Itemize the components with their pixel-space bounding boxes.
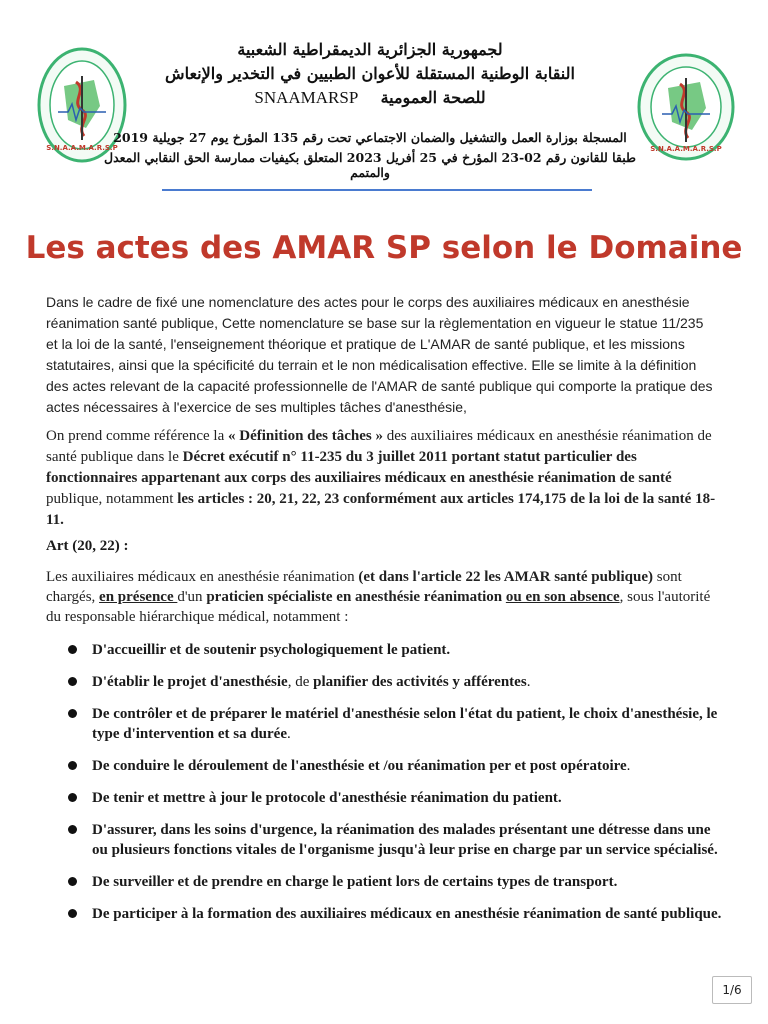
task-text: D'accueillir et de soutenir psychologiquement le patient. [92, 642, 451, 658]
task-text: De participer à la formation des auxiliaires médicaux en anesthésie réanimation de santé publique. [92, 906, 722, 922]
aux-bold-article22: (et dans l'article 22 les AMAR santé publique) [358, 569, 653, 585]
aux-text-3: d'un [177, 589, 207, 605]
page-number: 1/6 [712, 976, 752, 1004]
task-item [68, 672, 728, 692]
bullet-icon [68, 677, 77, 686]
task-text: De conduire le déroulement de l'anesthésie et /ou réanimation per et post opératoire [92, 758, 627, 774]
header-union-name: النقابة الوطنية المستقلة للأعوان الطبيين في التخدير والإنعاش [165, 64, 575, 83]
bullet-icon [68, 761, 77, 770]
task-period: . [626, 758, 631, 774]
bullet-icon [68, 909, 77, 918]
aux-bold-practitioner: praticien spécialiste en anesthésie réanimation [206, 589, 503, 605]
aux-text-2: sont chargés, [46, 569, 682, 605]
header-republic: لجمهورية الجزائرية الديمقراطية الشعبية [237, 40, 503, 59]
snaamarsp-logo-left [36, 46, 128, 164]
task-item [68, 788, 728, 808]
bullet-icon [68, 645, 77, 654]
task-text: D'assurer, dans les soins d'urgence, la réanimation des malades présentant une détresse dans une ou plusieurs fonctions vitales de l'organisme jusqu'à leur prise en charge par un service spécialisé. [92, 822, 718, 858]
header-law-reference: طبقا للقانون رقم 02-23 المؤرخ في 25 أفريل 2023 المتعلق بكيفيات ممارسة الحق النقابي المعدل والمتمم [104, 150, 636, 180]
ref-bold-decree: Décret exécutif n° 11-235 du 3 juillet 2011 portant statut particulier des fonctionnaires appartenant aux corps des auxiliaires médicaux en anesthésie réanimation de santé [46, 449, 672, 486]
bullet-icon [68, 709, 77, 718]
task-item [68, 904, 728, 924]
header-acronym: SNAAMARSP [254, 88, 359, 107]
task-item [68, 640, 728, 660]
header-public-health: للصحة العمومية [380, 88, 486, 107]
task-text: D'établir le projet d'anesthésie [92, 674, 288, 690]
task-item [68, 756, 728, 776]
aux-text-5: , sous l'autorité du responsable hiérarchique médical, notamment : [46, 589, 711, 625]
intro-paragraph: Dans le cadre de fixé une nomenclature des actes pour le corps des auxiliaires médicaux en anesthésie réanimation santé publique, Cette nomenclature se base sur la règlementation en vigueur le statue 11/235 et la loi de la santé, l'enseignement théorique et pratique de L'AMAR de santé publique, et les missions statutaires, ainsi que la spécificité du terrain et le non médicalisation effective. Elle se limite à la définition des actes relevant de la capacité professionnelle de l'AMAR de santé publique qui comporte la pratique des actes nécessaires à l'exercice de ses multiples tâches d'anesthésie, [46, 294, 713, 415]
bullet-icon [68, 877, 77, 886]
tasks-list [68, 640, 728, 924]
task-text: planifier des activités y afférentes [313, 674, 527, 690]
svg-text:S.N.A.A.M.A.R.S.P: S.N.A.A.M.A.R.S.P [650, 145, 722, 153]
aux-text-1: Les auxiliaires médicaux en anesthésie réanimation [46, 569, 359, 585]
aux-underline-absence: ou en son absence [505, 589, 620, 605]
ref-text-3: publique, notamment [46, 491, 178, 507]
aux-underline-presence: en présence [99, 589, 178, 605]
task-text: De contrôler et de préparer le matériel d'anesthésie selon l'état du patient, le choix d'anesthésie, le type d'intervention et sa durée [92, 706, 718, 742]
reference-paragraph [46, 426, 721, 531]
ref-text-2: des auxiliaires médicaux en anesthésie réanimation de santé publique dans le [46, 428, 712, 465]
page-title: Les actes des AMAR SP selon le Domaine [25, 230, 743, 266]
task-text: De tenir et mettre à jour le protocole d'anesthésie réanimation du patient. [92, 790, 562, 806]
header-divider [162, 189, 592, 191]
ref-bold-articles: les articles : 20, 21, 22, 23 conformément aux articles 174,175 de la loi de la santé 18-11. [46, 491, 716, 528]
ref-text-1: On prend comme référence la [46, 428, 228, 444]
svg-text:S.N.A.A.M.A.R.S.P: S.N.A.A.M.A.R.S.P [46, 144, 118, 152]
header-registration: المسجلة بوزارة العمل والتشغيل والضمان الاجتماعي تحت رقم 135 المؤرخ يوم 27 جويلية 2019 [113, 130, 627, 145]
task-period: . [286, 726, 291, 742]
task-joiner: , de [287, 674, 314, 690]
auxiliaries-paragraph [46, 567, 721, 627]
header-acronym-line [120, 88, 620, 108]
task-text: De surveiller et de prendre en charge le patient lors de certains types de transport. [92, 874, 618, 890]
bullet-icon [68, 793, 77, 802]
bullet-icon [68, 825, 77, 834]
ref-bold-tasks: « Définition des tâches » [228, 428, 383, 444]
task-period: . [526, 674, 531, 690]
task-item [68, 872, 728, 892]
task-item [68, 704, 728, 744]
task-item [68, 820, 728, 860]
snaamarsp-logo-right [636, 52, 736, 162]
article-heading: Art (20, 22) : [46, 538, 129, 554]
